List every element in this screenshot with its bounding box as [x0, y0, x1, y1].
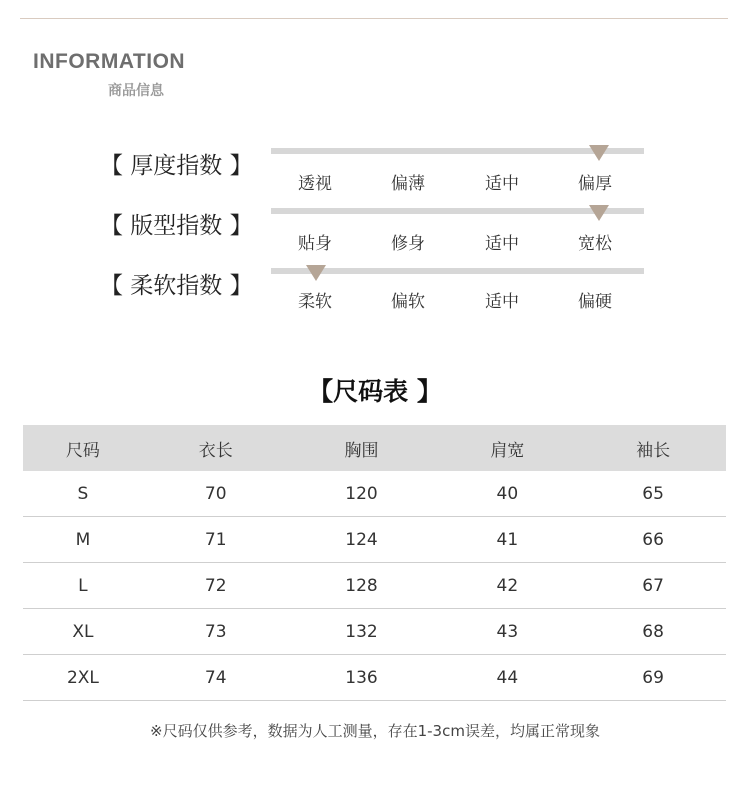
metric-option: 适中 [485, 174, 519, 194]
table-cell: 70 [204, 483, 227, 504]
metric-marker [306, 265, 326, 281]
table-row [23, 471, 726, 517]
metric-marker [589, 145, 609, 161]
metric-option: 偏软 [391, 292, 425, 312]
table-cell: 44 [496, 667, 519, 688]
metric-option: 宽松 [578, 234, 612, 254]
information-title: INFORMATION [33, 50, 186, 73]
table-cell: 65 [642, 483, 664, 504]
table-cell: 124 [345, 529, 378, 550]
information-subtitle: 商品信息 [108, 83, 164, 99]
table-cell: 69 [642, 667, 664, 688]
table-header-cell: 胸围 [344, 440, 379, 461]
table-cell: 41 [496, 529, 519, 550]
table-cell: 42 [496, 575, 519, 596]
table-cell: 128 [345, 575, 378, 596]
table-header-cell: 肩宽 [490, 440, 525, 461]
metric-option: 柔软 [298, 292, 332, 312]
table-header-row [23, 425, 726, 471]
table-cell: XL [72, 621, 94, 642]
metric-thickness [0, 145, 750, 205]
metric-option: 偏厚 [578, 174, 612, 194]
metric-track [271, 148, 644, 154]
table-cell: 2XL [66, 667, 99, 688]
table-cell: 72 [204, 575, 227, 596]
table-cell: S [77, 483, 89, 504]
metric-option: 适中 [485, 234, 519, 254]
metric-option: 贴身 [298, 234, 332, 254]
table-cell: 66 [642, 529, 664, 550]
table-header-cell: 袖长 [636, 440, 671, 461]
metric-label: 【 厚度指数 】 [100, 153, 253, 179]
table-cell: 120 [345, 483, 378, 504]
metric-track [271, 208, 644, 214]
metric-fit [0, 205, 750, 265]
table-cell: 67 [642, 575, 664, 596]
metric-marker [589, 205, 609, 221]
metric-option: 修身 [391, 234, 425, 254]
size-table [23, 425, 726, 701]
table-row [23, 563, 726, 609]
table-row [23, 609, 726, 655]
table-cell: 132 [345, 621, 378, 642]
metric-label: 【 柔软指数 】 [100, 273, 253, 299]
table-cell: 68 [642, 621, 664, 642]
metric-option: 偏硬 [578, 292, 612, 312]
table-cell: 136 [345, 667, 378, 688]
table-cell: 74 [204, 667, 227, 688]
table-header-cell: 尺码 [65, 440, 100, 461]
metric-option: 偏薄 [391, 174, 425, 194]
metric-label: 【 版型指数 】 [100, 213, 253, 239]
table-cell: L [78, 575, 88, 596]
table-cell: 73 [204, 621, 227, 642]
metric-option: 透视 [298, 174, 332, 194]
size-note: ※尺码仅供参考，数据为人工测量，存在1-3cm误差，均属正常现象 [150, 722, 600, 740]
table-header-cell: 衣长 [198, 440, 233, 461]
table-row [23, 655, 726, 701]
metric-option: 适中 [485, 292, 519, 312]
table-cell: 71 [204, 529, 227, 550]
metric-track [271, 268, 644, 274]
top-divider [20, 18, 728, 19]
table-cell: 43 [496, 621, 519, 642]
table-cell: 40 [496, 483, 519, 504]
metric-softness [0, 265, 750, 325]
table-row [23, 517, 726, 563]
table-cell: M [75, 529, 91, 550]
size-table-title: 【尺码表 】 [308, 377, 442, 406]
